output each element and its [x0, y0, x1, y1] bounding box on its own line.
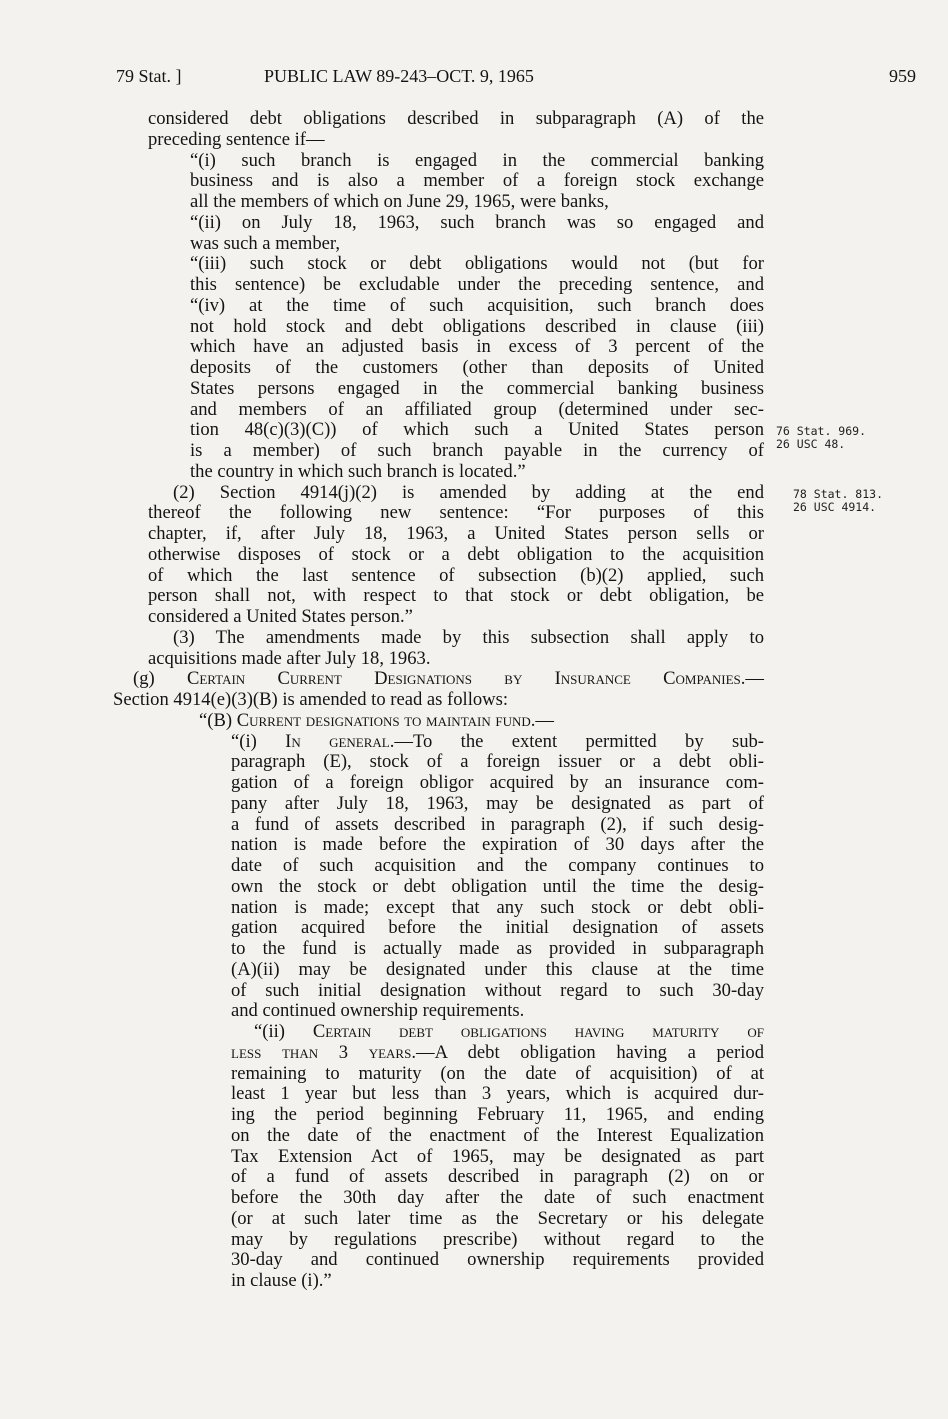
clause-text: —To the extent permitted by sub- [394, 730, 764, 752]
text-line: before the 30th day after the date of such enactment [231, 1187, 764, 1208]
text-line [231, 732, 764, 753]
text-line: thereof the following new sentence: “For purposes of this [148, 502, 764, 524]
text-line: ing the period beginning February 11, 1965, and ending [231, 1104, 764, 1125]
text-line: of which the last sentence of subsection (b)(2) applied, such [148, 564, 764, 586]
margin-note-line: 76 Stat. 969. [776, 424, 867, 438]
text-line: and continued ownership requirements. [231, 1000, 525, 1022]
text-line: not hold stock and debt obligations described in clause (iii) [190, 315, 764, 337]
text-line: preceding sentence if— [148, 128, 325, 150]
text-line: “(i) such branch is engaged in the commercial banking [190, 149, 764, 171]
text-line: on the date of the enactment of the Interest Equalization [231, 1124, 764, 1146]
text-line: 30-day and continued ownership requirements provided [231, 1249, 764, 1271]
text-line: “(ii) on July 18, 1963, such branch was so engaged and [190, 211, 764, 233]
text-line: in clause (i).” [231, 1270, 332, 1291]
clause-heading: less than 3 years. [231, 1041, 416, 1063]
clause-heading: In general. [285, 730, 395, 752]
clause-text: —A debt obligation having a period [415, 1041, 764, 1063]
text-line [113, 690, 633, 711]
text-line: paragraph (E), stock of a foreign issuer or a debt obli- [231, 751, 764, 773]
text-line: otherwise disposes of stock or a debt obligation to the acquisition [148, 543, 764, 565]
text-line: nation is made before the expiration of 30 days after the [231, 834, 764, 856]
text-line: Tax Extension Act of 1965, may be designated as part [231, 1145, 764, 1167]
text-line: may by regulations prescribe) without regard to the [231, 1228, 764, 1250]
text-line: all the members of which on June 29, 1965, were banks, [190, 191, 609, 212]
section-intro: Section 4914(e)(3)(B) is amended to read as follows: [113, 689, 509, 710]
statute-volume: 79 Stat. ] [116, 66, 182, 86]
text-line: of such initial designation without regard to such 30-day [231, 979, 764, 1001]
text-line [231, 1043, 764, 1064]
text-line: pany after July 18, 1963, may be designated as part of [231, 792, 764, 814]
text-line: (3) The amendments made by this subsection shall apply to [173, 626, 764, 648]
text-line: gation of a foreign obligor acquired by an insurance com- [231, 772, 764, 793]
text-line: was such a member, [190, 232, 341, 254]
page-number: 959 [889, 66, 916, 86]
margin-note-line: 26 USC 48. [776, 437, 846, 451]
text-line: considered debt obligations described in subparagraph (A) of the [148, 108, 764, 129]
text-line: tion 48(c)(3)(C)) of which such a United States person [190, 419, 764, 441]
text-line: (or at such later time as the Secretary or his delegate [231, 1207, 764, 1229]
text-line: least 1 year but less than 3 years, which is acquired dur- [231, 1083, 764, 1105]
subparagraph-heading: Current designations to maintain fund.— [236, 709, 554, 731]
clause-label: “(ii) [254, 1021, 285, 1042]
page-header [116, 64, 916, 88]
text-line: person shall not, with respect to that stock or debt obligation, be [148, 585, 764, 607]
text-line: remaining to maturity (on the date of acquisition) of at [231, 1062, 764, 1084]
text-line: the country in which such branch is located.” [190, 460, 526, 482]
section-label: (g) [133, 668, 155, 690]
text-line: “(iii) such stock or debt obligations would not (but for [190, 253, 764, 275]
clause-heading: Certain debt obligations having maturity of [312, 1021, 764, 1042]
text-line: gation acquired before the initial designation of assets [231, 917, 764, 939]
text-line: and members of an affiliated group (determined under sec- [190, 398, 764, 420]
subparagraph-label: “(B) [199, 709, 233, 731]
clause-label: “(i) [231, 730, 257, 752]
margin-note-line: 78 Stat. 813. [793, 487, 884, 501]
text-line: which have an adjusted basis in excess of 3 percent of the [190, 336, 764, 358]
section-heading: Certain Current Designations by Insurance Companies.— [186, 668, 765, 690]
text-line: acquisitions made after July 18, 1963. [148, 647, 431, 669]
text-line [254, 1022, 764, 1043]
text-line: chapter, if, after July 18, 1963, a United States person sells or [148, 523, 764, 544]
text-line: (2) Section 4914(j)(2) is amended by adding at the end [173, 481, 764, 503]
text-line [133, 669, 764, 690]
text-line: a fund of assets described in paragraph (2), if such desig- [231, 813, 764, 835]
text-line: own the stock or debt obligation until the time the desig- [231, 875, 764, 897]
text-line: this sentence) be excludable under the preceding sentence, and [190, 274, 764, 295]
text-line: considered a United States person.” [148, 606, 413, 627]
text-line: to the fund is actually made as provided in subparagraph [231, 938, 764, 959]
text-line: date of such acquisition and the company continues to [231, 855, 764, 876]
text-line: nation is made; except that any such stock or debt obli- [231, 896, 764, 918]
margin-note-citation [793, 488, 883, 514]
text-line: is a member) of such branch payable in the currency of [190, 440, 764, 461]
public-law-title: PUBLIC LAW 89-243–OCT. 9, 1965 [264, 66, 534, 86]
text-line: States persons engaged in the commercial banking business [190, 377, 764, 399]
text-line: (A)(ii) may be designated under this clause at the time [231, 958, 764, 980]
margin-note-line: 26 USC 4914. [793, 500, 877, 514]
text-line: deposits of the customers (other than deposits of United [190, 357, 764, 378]
text-line: “(iv) at the time of such acquisition, such branch does [190, 294, 764, 316]
margin-note-citation [776, 425, 866, 451]
text-line: business and is also a member of a foreign stock exchange [190, 170, 764, 192]
text-line [199, 711, 699, 732]
text-line: of a fund of assets described in paragraph (2) on or [231, 1166, 764, 1188]
